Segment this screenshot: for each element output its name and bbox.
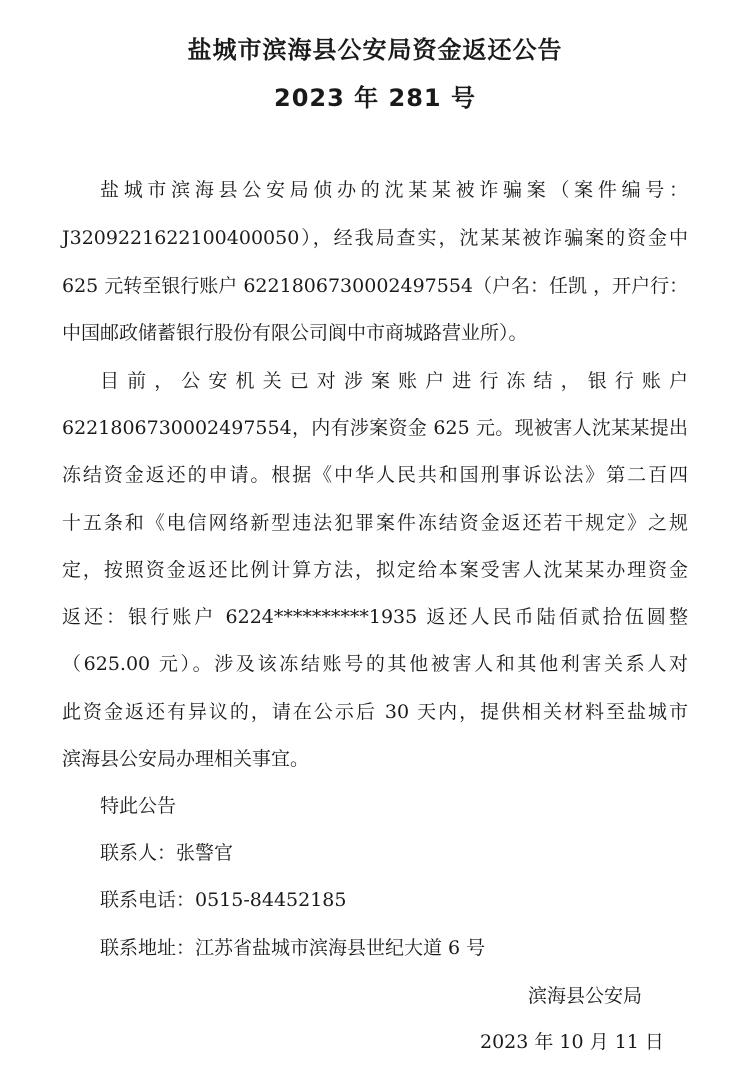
signature-date: 2023 年 10 月 11 日 xyxy=(480,1031,664,1053)
contact-person: 联系人：张警官 xyxy=(100,842,234,864)
paragraph-2-line-1: 目前，公安机关已对涉案账户进行冻结，银行账户 xyxy=(100,370,688,392)
paragraph-1-line-4: 中国邮政储蓄银行股份有限公司阆中市商城路营业所）。 xyxy=(62,322,528,344)
notice-title: 盐城市滨海县公安局资金返还公告 xyxy=(187,36,563,64)
paragraph-2-line-8: 此资金返还有异议的，请在公示后 30 天内，提供相关材料至盐城市 xyxy=(62,701,688,723)
paragraph-2-line-4: 十五条和《电信网络新型违法犯罪案件冻结资金返还若干规定》之规 xyxy=(62,512,688,534)
paragraph-1-line-3: 625 元转至银行账户 6221806730002497554（户名：任凯 ，开户行： xyxy=(62,275,689,297)
paragraph-1-line-2: J3209221622100400050），经我局查实，沈某某被诈骗案的资金中 xyxy=(62,227,688,249)
contact-address: 联系地址：江苏省盐城市滨海县世纪大道 6 号 xyxy=(100,937,486,959)
signature-org: 滨海县公安局 xyxy=(528,985,643,1007)
paragraph-2-line-6: 返还：银行账户 6224**********1935 返还人民币陆佰贰拾伍圆整 xyxy=(62,606,688,628)
notice-number: 2023 年 281 号 xyxy=(274,84,476,112)
paragraph-2-line-9: 滨海县公安局办理相关事宜。 xyxy=(62,748,310,770)
paragraph-1-line-1: 盐城市滨海县公安局侦办的沈某某被诈骗案（案件编号： xyxy=(100,179,688,201)
paragraph-2-line-5: 定，按照资金返还比例计算方法，拟定给本案受害人沈某某办理资金 xyxy=(62,559,688,581)
contact-phone: 联系电话：0515-84452185 xyxy=(100,889,347,911)
paragraph-2-line-7: （625.00 元）。涉及该冻结账号的其他被害人和其他利害关系人对 xyxy=(62,653,688,675)
paragraph-2-line-3: 冻结资金返还的申请。根据《中华人民共和国刑事诉讼法》第二百四 xyxy=(62,464,688,486)
closing-text: 特此公告 xyxy=(100,795,177,817)
paragraph-2-line-2: 6221806730002497554，内有涉案资金 625 元。现被害人沈某某提出 xyxy=(62,417,688,439)
